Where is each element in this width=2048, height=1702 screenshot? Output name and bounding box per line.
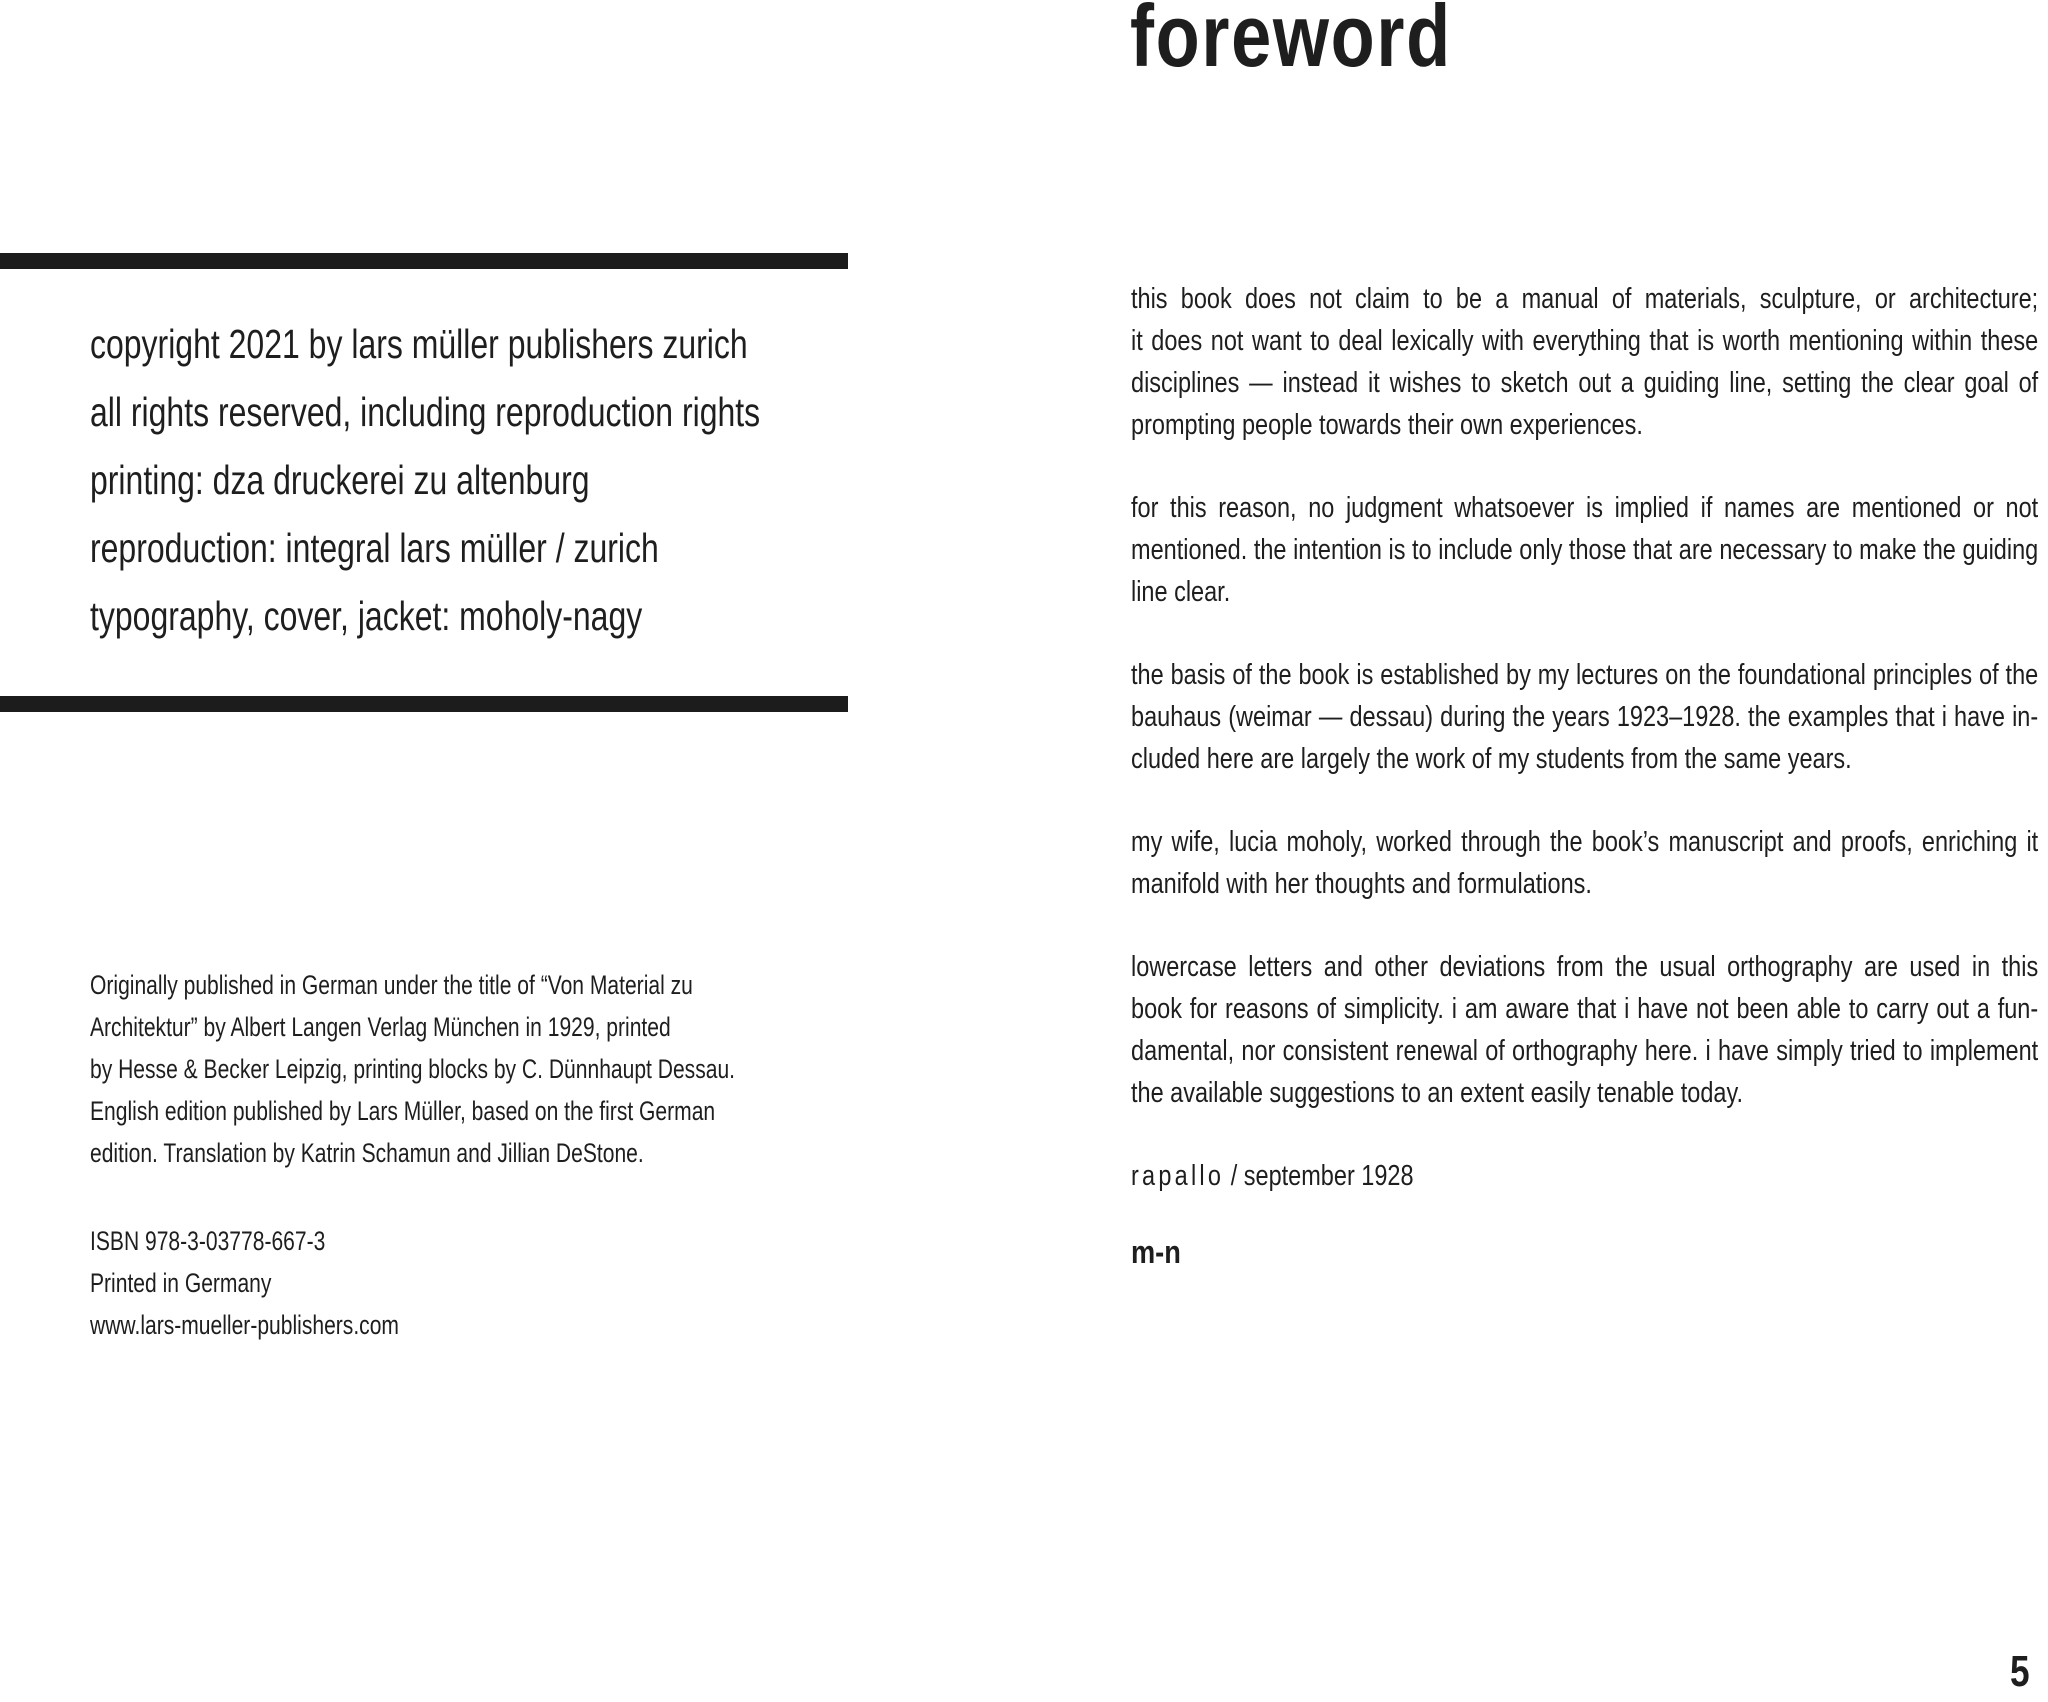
text-line: it does not want to deal lexically with everything that is worth mentioning within these — [1131, 325, 2039, 357]
text-line: the basis of the book is established by my lectures on the foundational principles of the — [1131, 659, 2039, 691]
isbn-block — [90, 1220, 399, 1346]
publisher-website: www.lars-mueller-publishers.com — [90, 1310, 399, 1340]
colophon-line: typography, cover, jacket: moholy-nagy — [90, 593, 643, 639]
note-line: by Hesse & Becker Leipzig, printing blocks by C. Dünnhaupt Dessau. — [90, 1054, 736, 1084]
text-line: my wife, lucia moholy, worked through the book’s manuscript and proofs, enriching it — [1131, 826, 2039, 858]
text-line: for this reason, no judgment whatsoever is implied if names are mentioned or not — [1131, 492, 2039, 524]
top-rule — [0, 253, 848, 269]
page-title: foreword — [1130, 0, 1452, 85]
colophon-line: copyright 2021 by lars müller publishers zurich — [90, 321, 748, 367]
original-publication-note — [90, 964, 735, 1174]
foreword-body — [1131, 278, 2038, 1155]
note-line: English edition published by Lars Müller, based on the first German — [90, 1096, 716, 1126]
text-line: the available suggestions to an extent easily tenable today. — [1131, 1077, 1744, 1109]
bottom-rule — [0, 696, 848, 712]
colophon-line: all rights reserved, including reproduction rights — [90, 389, 761, 435]
note-line: Originally published in German under the title of “Von Material zu — [90, 970, 693, 1000]
closing-date: / september 1928 — [1224, 1160, 1414, 1192]
text-line: lowercase letters and other deviations from the usual orthography are used in this — [1131, 951, 2039, 983]
text-line: this book does not claim to be a manual of materials, sculpture, or architecture; — [1131, 283, 2039, 315]
closing-line — [1131, 1155, 1414, 1197]
note-line: Architektur” by Albert Langen Verlag München in 1929, printed — [90, 1012, 671, 1042]
paragraph — [1131, 278, 2038, 446]
page-number: 5 — [2010, 1647, 2030, 1696]
text-line: line clear. — [1131, 576, 1231, 608]
colophon-line: reproduction: integral lars müller / zurich — [90, 525, 659, 571]
text-line: manifold with her thoughts and formulations. — [1131, 868, 1592, 900]
text-line: cluded here are largely the work of my students from the same years. — [1131, 743, 1852, 775]
text-line: book for reasons of simplicity. i am aware that i have not been able to carry out a fun- — [1131, 993, 2039, 1025]
paragraph — [1131, 946, 2038, 1114]
text-line: damental, nor consistent renewal of orthography here. i have simply tried to implement — [1131, 1035, 2039, 1067]
text-line: mentioned. the intention is to include only those that are necessary to make the guiding — [1131, 534, 2039, 566]
paragraph — [1131, 487, 2038, 613]
colophon — [90, 310, 761, 650]
colophon-line: printing: dza druckerei zu altenburg — [90, 457, 590, 503]
paragraph — [1131, 654, 2038, 780]
isbn-number: ISBN 978-3-03778-667-3 — [90, 1226, 326, 1256]
text-line: disciplines — instead it wishes to sketch out a guiding line, setting the clear goal of — [1131, 367, 2039, 399]
closing-place: rapallo — [1131, 1160, 1225, 1192]
printed-in: Printed in Germany — [90, 1268, 272, 1298]
text-line: prompting people towards their own experiences. — [1131, 409, 1643, 441]
paragraph — [1131, 821, 2038, 905]
note-line: edition. Translation by Katrin Schamun and Jillian DeStone. — [90, 1138, 644, 1168]
text-line: bauhaus (weimar — dessau) during the years 1923–1928. the examples that i have in- — [1131, 701, 2039, 733]
author-initials: m-n — [1131, 1234, 1181, 1270]
